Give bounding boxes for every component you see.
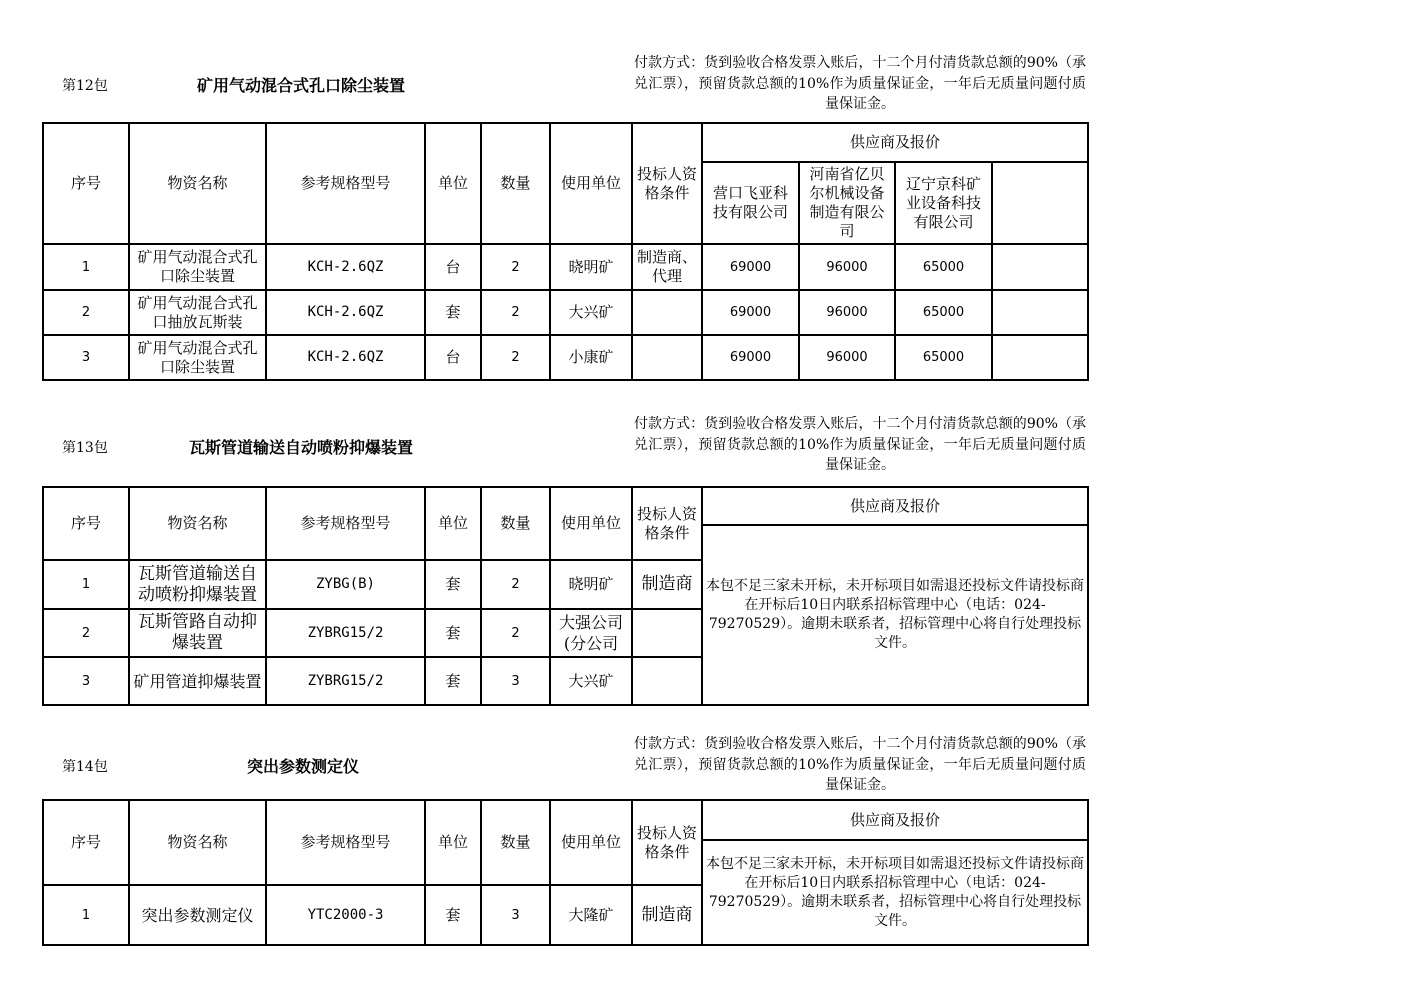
table-row: [43, 290, 1088, 335]
header-row: [43, 800, 1088, 840]
header-qualification: 投标人资格条件: [632, 123, 702, 244]
row-price: 65000: [895, 244, 992, 290]
payment-terms: 付款方式：货到验收合格发票入账后，十二个月付清货款总额的90%（承兑汇票），预留货款总额的10%作为质量保证金，一年后无质量问题付质量保证金。: [634, 416, 1086, 473]
row-seq: 1: [43, 244, 129, 290]
row-qualification: [632, 657, 702, 705]
row-spec: YTC2000-3: [266, 885, 425, 945]
row-spec: KCH-2.6QZ: [266, 244, 425, 290]
header-unit: 单位: [425, 800, 481, 885]
row-qualification: [632, 609, 702, 657]
package-title: 突出参数测定仪: [247, 757, 360, 776]
supplier-name: 营口飞亚科技有限公司: [702, 162, 799, 244]
row-price: [992, 335, 1088, 380]
header-seq: 序号: [43, 800, 129, 885]
row-unit: 台: [425, 335, 481, 380]
header-user: 使用单位: [550, 123, 632, 244]
row-qty: 3: [481, 657, 550, 705]
row-unit: 套: [425, 560, 481, 609]
header-name: 物资名称: [129, 123, 266, 244]
package-label: 第14包: [62, 759, 108, 775]
row-spec: KCH-2.6QZ: [266, 290, 425, 335]
row-qualification: 制造商、代理: [632, 244, 702, 290]
package-label: 第12包: [62, 78, 108, 94]
header-spec: 参考规格型号: [266, 800, 425, 885]
header-user: 使用单位: [550, 800, 632, 885]
package-title: 矿用气动混合式孔口除尘装置: [197, 76, 406, 95]
row-unit: 套: [425, 885, 481, 945]
header-qualification: 投标人资格条件: [632, 487, 702, 560]
header-seq: 序号: [43, 487, 129, 560]
row-name: 矿用气动混合式孔口除尘装置: [129, 244, 266, 290]
payment-terms: 付款方式：货到验收合格发票入账后，十二个月付清货款总额的90%（承兑汇票），预留货款总额的10%作为质量保证金，一年后无质量问题付质量保证金。: [634, 736, 1086, 793]
row-qty: 2: [481, 560, 550, 609]
package-13-table: [42, 486, 1089, 706]
row-price: 69000: [702, 290, 799, 335]
header-unit: 单位: [425, 487, 481, 560]
row-seq: 1: [43, 560, 129, 609]
header-row: [43, 123, 1088, 162]
header-qualification: 投标人资格条件: [632, 800, 702, 885]
row-user: 大隆矿: [550, 885, 632, 945]
row-unit: 套: [425, 657, 481, 705]
row-price: 69000: [702, 335, 799, 380]
row-spec: KCH-2.6QZ: [266, 335, 425, 380]
header-spec: 参考规格型号: [266, 487, 425, 560]
row-price: 65000: [895, 290, 992, 335]
row-seq: 3: [43, 335, 129, 380]
table-row: [43, 335, 1088, 380]
row-qty: 3: [481, 885, 550, 945]
row-unit: 套: [425, 609, 481, 657]
not-opened-notice: 本包不足三家未开标，未开标项目如需退还投标文件请投标商在开标后10日内联系招标管理中心（电话：024-79270529）。逾期未联系者，招标管理中心将自行处理投标文件。: [702, 840, 1088, 945]
row-spec: ZYBG(B): [266, 560, 425, 609]
row-name: 矿用管道抑爆装置: [129, 657, 266, 705]
row-name: 瓦斯管路自动抑爆装置: [129, 609, 266, 657]
row-qty: 2: [481, 244, 550, 290]
header-spec: 参考规格型号: [266, 123, 425, 244]
row-qty: 2: [481, 609, 550, 657]
row-qty: 2: [481, 335, 550, 380]
row-qualification: [632, 290, 702, 335]
row-qualification: [632, 335, 702, 380]
row-seq: 2: [43, 290, 129, 335]
row-name: 突出参数测定仪: [129, 885, 266, 945]
row-name: 矿用气动混合式孔口除尘装置: [129, 335, 266, 380]
payment-terms: 付款方式：货到验收合格发票入账后，十二个月付清货款总额的90%（承兑汇票），预留货款总额的10%作为质量保证金，一年后无质量问题付质量保证金。: [634, 55, 1086, 112]
header-user: 使用单位: [550, 487, 632, 560]
row-name: 瓦斯管道输送自动喷粉抑爆装置: [129, 560, 266, 609]
header-supplier-group: 供应商及报价: [702, 487, 1088, 525]
row-price: 96000: [799, 290, 895, 335]
supplier-name: 河南省亿贝尔机械设备制造有限公司: [799, 162, 895, 244]
row-seq: 1: [43, 885, 129, 945]
row-user: 晓明矿: [550, 244, 632, 290]
row-qualification: 制造商: [632, 560, 702, 609]
row-qualification: 制造商: [632, 885, 702, 945]
supplier-name: 辽宁京科矿业设备科技有限公司: [895, 162, 992, 244]
row-user: 晓明矿: [550, 560, 632, 609]
row-seq: 3: [43, 657, 129, 705]
row-user: 大强公司(分公司: [550, 609, 632, 657]
row-price: 96000: [799, 335, 895, 380]
row-spec: ZYBRG15/2: [266, 609, 425, 657]
package-12-table: [42, 122, 1089, 381]
row-unit: 套: [425, 290, 481, 335]
table-row: [43, 244, 1088, 290]
row-price: [992, 244, 1088, 290]
row-qty: 2: [481, 290, 550, 335]
header-seq: 序号: [43, 123, 129, 244]
row-unit: 台: [425, 244, 481, 290]
row-name: 矿用气动混合式孔口抽放瓦斯装: [129, 290, 266, 335]
header-qty: 数量: [481, 123, 550, 244]
header-supplier-group: 供应商及报价: [702, 800, 1088, 840]
row-user: 小康矿: [550, 335, 632, 380]
header-unit: 单位: [425, 123, 481, 244]
row-price: 96000: [799, 244, 895, 290]
package-title: 瓦斯管道输送自动喷粉抑爆装置: [189, 438, 414, 457]
row-price: [992, 290, 1088, 335]
row-user: 大兴矿: [550, 290, 632, 335]
supplier-name: [992, 162, 1088, 244]
header-name: 物资名称: [129, 487, 266, 560]
package-14-table: [42, 799, 1089, 946]
row-price: 65000: [895, 335, 992, 380]
header-qty: 数量: [481, 800, 550, 885]
row-price: 69000: [702, 244, 799, 290]
header-supplier-group: 供应商及报价: [702, 123, 1088, 162]
row-user: 大兴矿: [550, 657, 632, 705]
row-seq: 2: [43, 609, 129, 657]
row-spec: ZYBRG15/2: [266, 657, 425, 705]
header-name: 物资名称: [129, 800, 266, 885]
header-row: [43, 487, 1088, 525]
header-qty: 数量: [481, 487, 550, 560]
not-opened-notice: 本包不足三家未开标，未开标项目如需退还投标文件请投标商在开标后10日内联系招标管理中心（电话：024-79270529）。逾期未联系者，招标管理中心将自行处理投标文件。: [702, 525, 1088, 705]
package-label: 第13包: [62, 440, 108, 456]
